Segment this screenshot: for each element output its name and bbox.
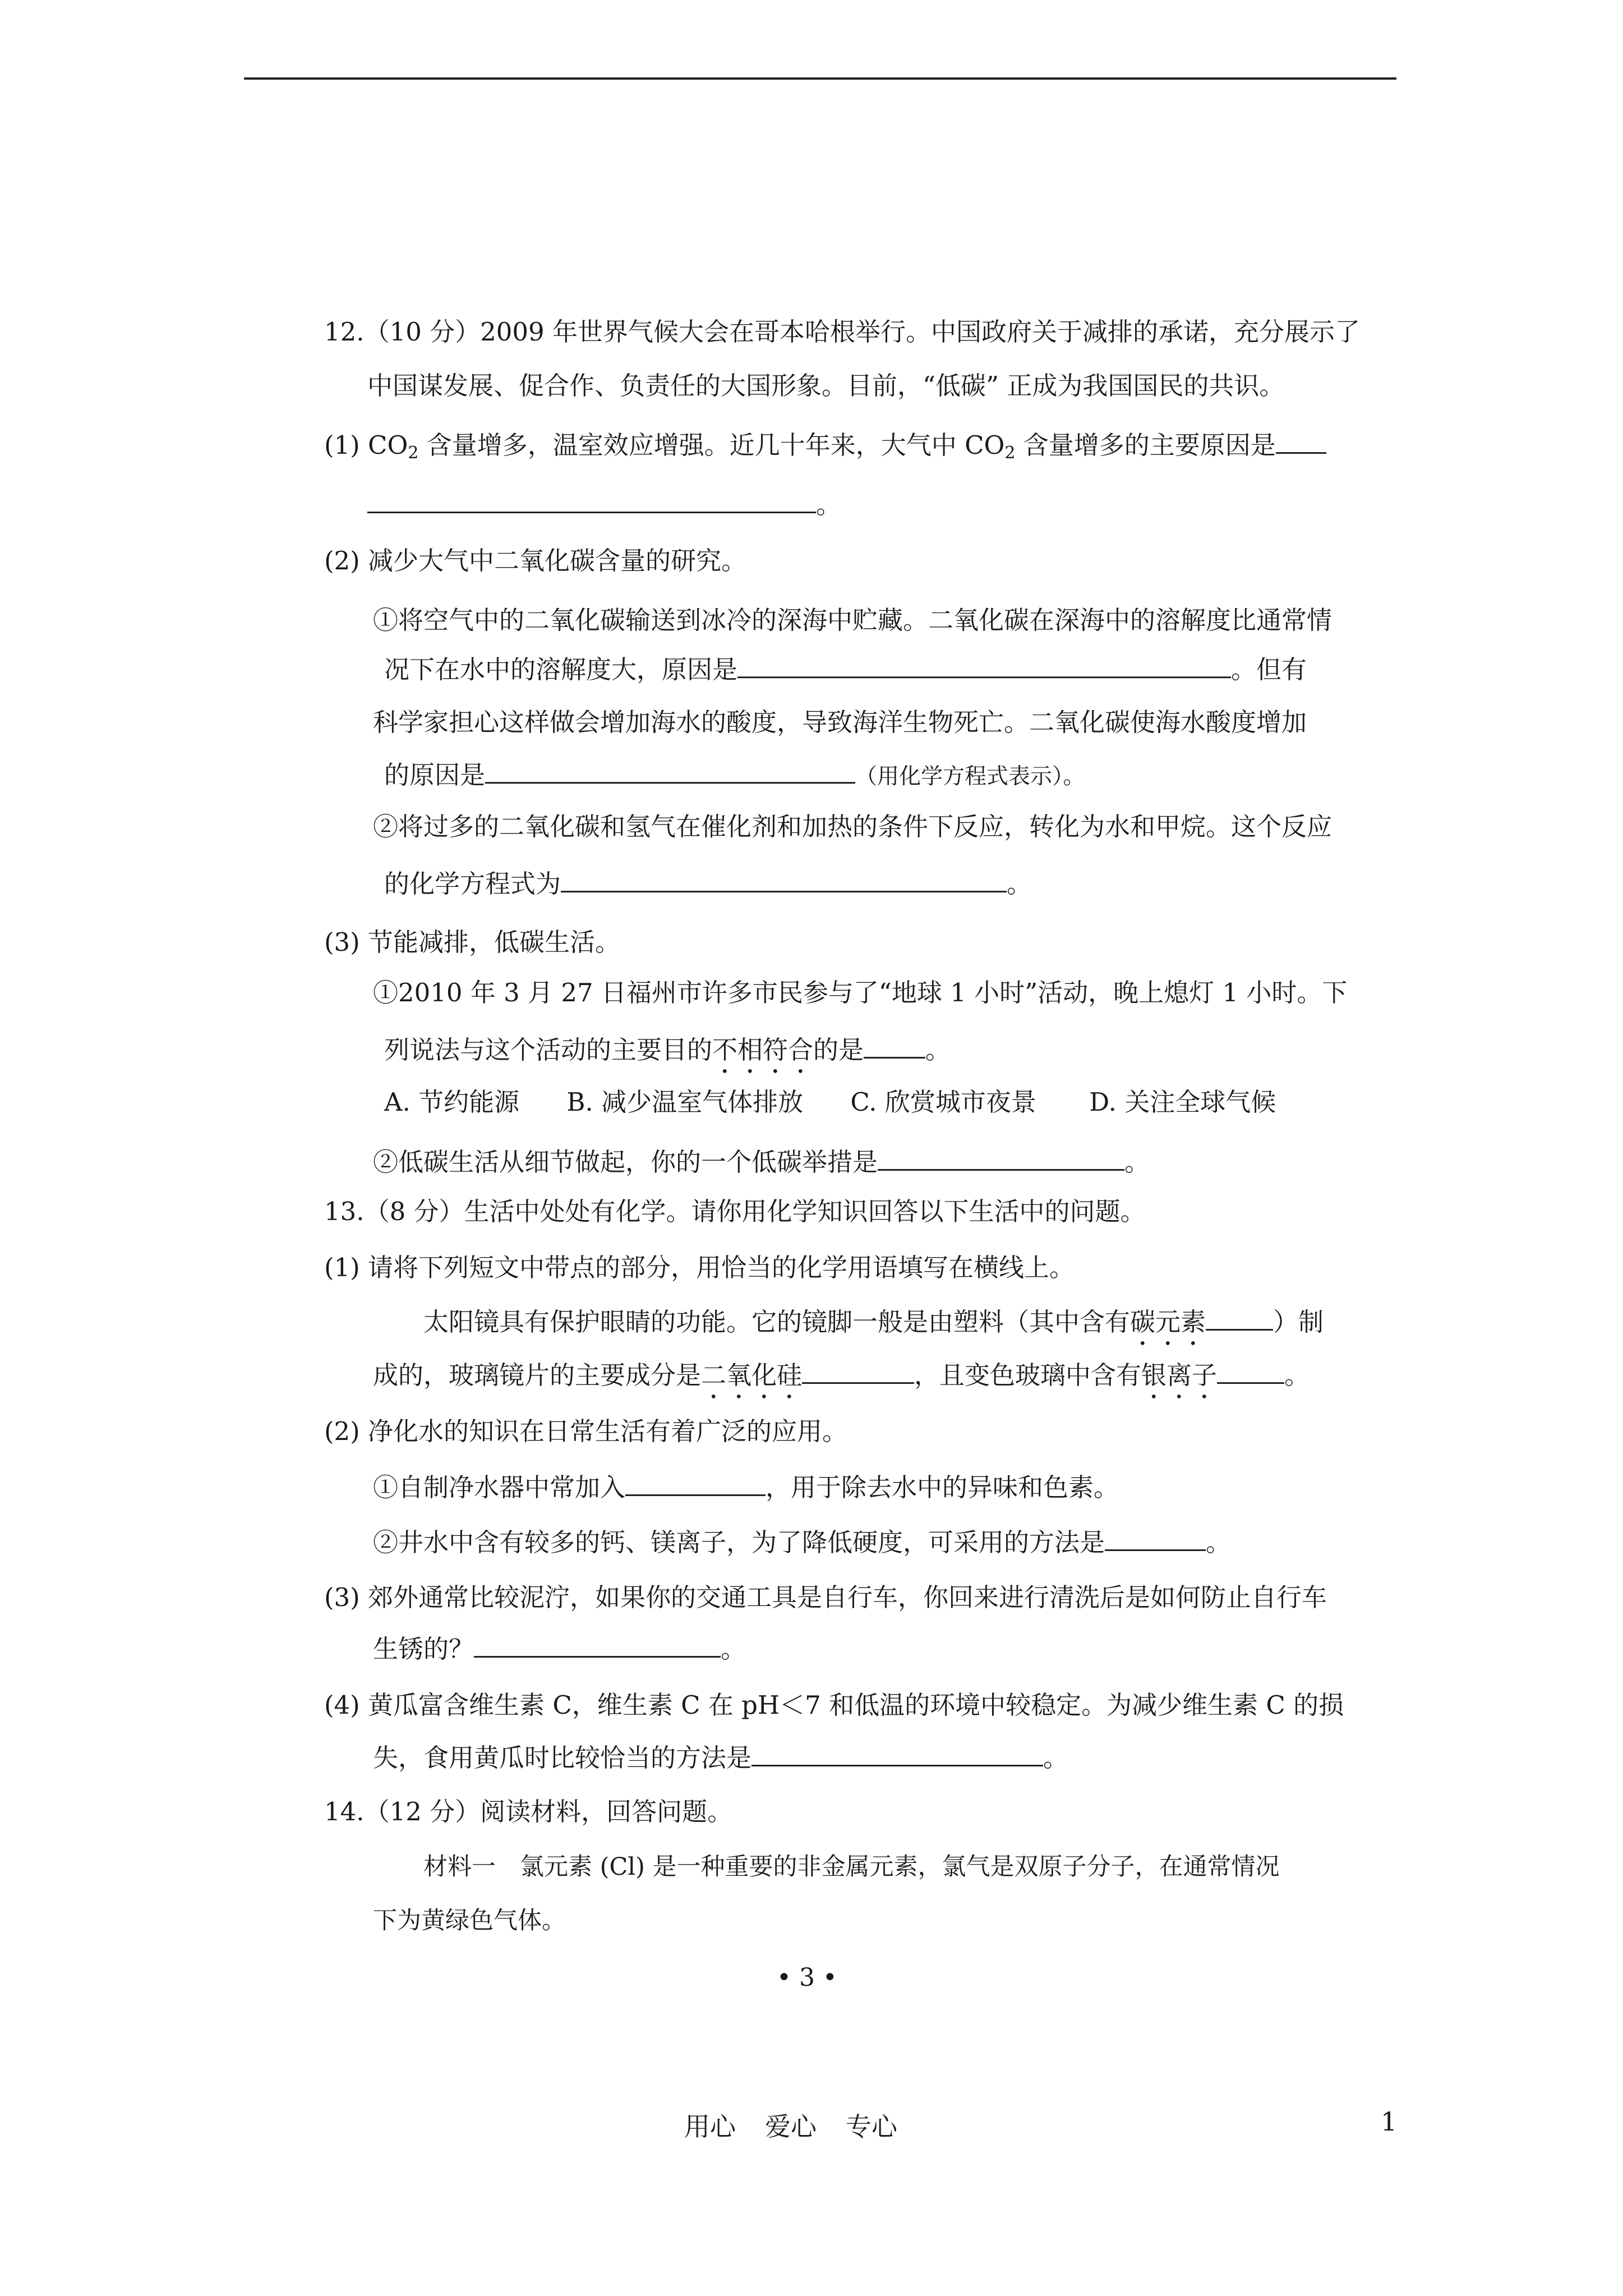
- q12-part3-a-line2: 列说法与这个活动的主要目的不相符合的是 。: [384, 1032, 951, 1079]
- answer-blank[interactable]: [561, 866, 1007, 892]
- q12-part3-b: ②低碳生活从细节做起，你的一个低碳举措是 。: [373, 1144, 1150, 1179]
- answer-blank[interactable]: [751, 1740, 1043, 1766]
- q13-part2-a: ①自制净水器中常加入 ，用于除去水中的异味和色素。: [373, 1470, 1119, 1504]
- option-c: C. 欣赏城市夜景: [850, 1087, 1036, 1117]
- footer-motto: 用心 爱心 专心: [684, 2111, 897, 2142]
- q12-part2-a-line2: 况下在水中的溶解度大，原因是 。但有: [384, 652, 1307, 687]
- answer-blank[interactable]: [878, 1144, 1124, 1171]
- q12-part2-a-line4: 的原因是 （用化学方程式表示）。: [384, 757, 1085, 794]
- q12-part2-a-line3: 科学家担心这样做会增加海水的酸度，导致海洋生物死亡。二氧化碳使海水酸度增加: [373, 707, 1307, 737]
- q13-part4-line2: 失，食用黄瓜时比较恰当的方法是 。: [373, 1740, 1068, 1775]
- q12-part1: (1) $CO_2$ 含量增多，温室效应增强。近几十年来，大气中 $CO_2$ 含量增多的主要原因是: [324, 427, 1326, 470]
- q12-part1-cont: 。: [367, 487, 841, 522]
- q12-part3-a-line1: ①2010 年 3 月 27 日福州市许多市民参与了“地球 1 小时”活动，晚上熄灯 1 小时。下: [373, 978, 1348, 1007]
- q12-part2-b-line1: ②将过多的二氧化碳和氢气在催化剂和加热的条件下反应，转化为水和甲烷。这个反应: [373, 812, 1332, 841]
- answer-blank[interactable]: [625, 1470, 766, 1496]
- q12-part2-a-line1: ①将空气中的二氧化碳输送到冰冷的深海中贮藏。二氧化碳在深海中的溶解度比通常情: [373, 605, 1332, 635]
- answer-blank[interactable]: [367, 487, 816, 513]
- answer-blank[interactable]: [802, 1358, 914, 1384]
- q13-part2-b: ②井水中含有较多的钙、镁离子，为了降低硬度，可采用的方法是 。: [373, 1525, 1231, 1559]
- q13-heading: 13.（8 分）生活中处处有化学。请你用化学知识回答以下生活中的问题。: [324, 1197, 1146, 1226]
- q12-heading-line2: 中国谋发展、促合作、负责任的大国形象。目前，“低碳” 正成为我国国民的共识。: [367, 371, 1285, 401]
- q12-part3: (3) 节能减排，低碳生活。: [324, 927, 621, 957]
- option-a: A. 节约能源: [384, 1087, 520, 1117]
- answer-blank[interactable]: [1105, 1525, 1206, 1551]
- answer-blank[interactable]: [1206, 1304, 1273, 1331]
- corner-page-number: 1: [1381, 2106, 1398, 2137]
- q12-part2-b-line2: 的化学方程式为 。: [384, 866, 1032, 901]
- q12-part2: (2) 减少大气中二氧化碳含量的研究。: [324, 546, 747, 576]
- option-b: B. 减少温室气体排放: [566, 1087, 804, 1117]
- answer-blank[interactable]: [864, 1032, 925, 1059]
- q13-part1-line1: 太阳镜具有保护眼睛的功能。它的镜脚一般是由塑料（其中含有碳元素 ）制: [423, 1304, 1324, 1351]
- emphasis-text: 不相符合: [712, 1035, 814, 1065]
- answer-blank[interactable]: [1276, 427, 1326, 454]
- q13-part3-line2: 生锈的？ 。: [373, 1631, 746, 1666]
- emphasis-text: 银离子: [1141, 1360, 1218, 1390]
- header-rule: [244, 77, 1396, 80]
- page-number: • 3 •: [777, 1963, 837, 1992]
- answer-blank[interactable]: [737, 652, 1231, 678]
- emphasis-text: 二氧化硅: [701, 1360, 803, 1390]
- q14-heading: 14.（12 分）阅读材料，回答问题。: [324, 1797, 733, 1826]
- option-d: D. 关注全球气候: [1089, 1087, 1276, 1117]
- q13-part4-line1: (4) 黄瓜富含维生素 C，维生素 C 在 pH＜7 和低温的环境中较稳定。为减少维生素 C 的损: [324, 1690, 1344, 1720]
- q14-material1-line2: 下为黄绿色气体。: [373, 1907, 566, 1935]
- q13-part3-line1: (3) 郊外通常比较泥泞，如果你的交通工具是自行车，你回来进行清洗后是如何防止自行车: [324, 1582, 1327, 1612]
- answer-blank[interactable]: [485, 757, 855, 784]
- emphasis-text: 碳元素: [1130, 1307, 1206, 1337]
- q14-material1-line1: 材料一 氯元素 (Cl) 是一种重要的非金属元素，氯气是双原子分子，在通常情况: [423, 1853, 1280, 1881]
- answer-blank[interactable]: [474, 1631, 721, 1658]
- q13-part1: (1) 请将下列短文中带点的部分，用恰当的化学用语填写在横线上。: [324, 1253, 1075, 1282]
- q13-part1-line2: 成的，玻璃镜片的主要成分是二氧化硅 ，且变色玻璃中含有银离子 。: [373, 1358, 1310, 1405]
- q12-options: [384, 1085, 1276, 1119]
- answer-blank[interactable]: [1217, 1358, 1284, 1384]
- q13-part2: (2) 净化水的知识在日常生活有着广泛的应用。: [324, 1416, 848, 1446]
- q12-heading: 12.（10 分）2009 年世界气候大会在哥本哈根举行。中国政府关于减排的承诺，充分展示了: [324, 317, 1360, 347]
